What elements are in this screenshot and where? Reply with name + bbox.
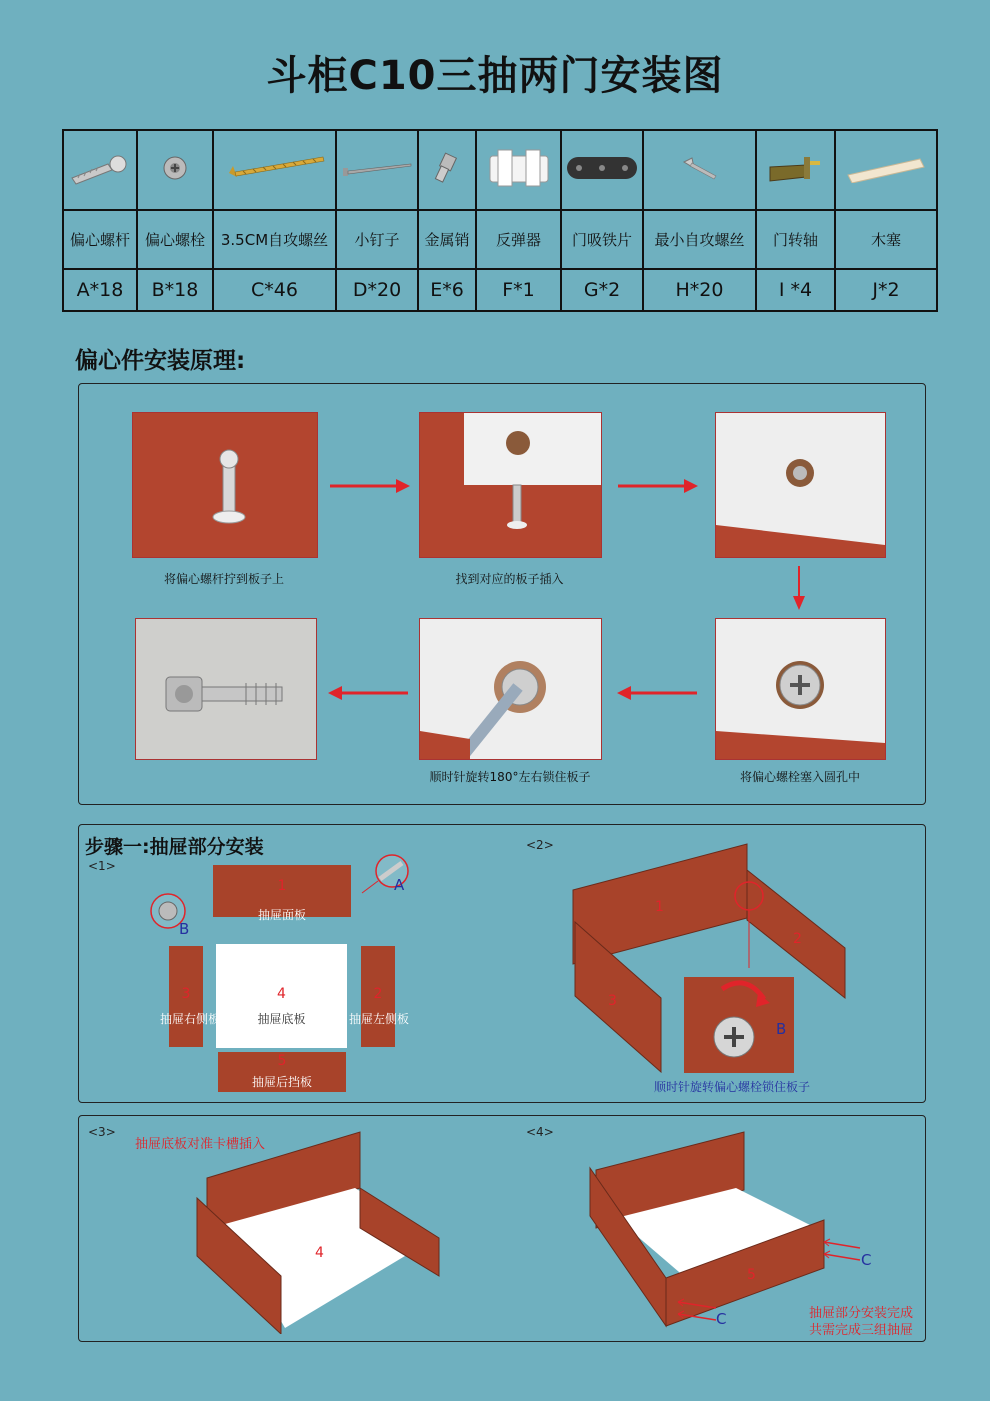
note-rotate-lock: 顺时针旋转偏心螺栓锁住板子 xyxy=(654,1080,811,1094)
sub-label: <1> xyxy=(88,859,116,873)
part-qty: F*1 xyxy=(476,269,561,311)
part-qty: A*18 xyxy=(63,269,137,311)
part-name: 金属销 xyxy=(418,210,476,269)
note-total: 共需完成三组抽屉 xyxy=(809,1323,914,1338)
part-name: 3.5CM自攻螺丝 xyxy=(213,210,336,269)
parts-qty-row xyxy=(63,269,937,311)
arrow-left-icon xyxy=(615,683,699,703)
num-circle: 1 xyxy=(655,899,664,915)
part-qty: J*2 xyxy=(835,269,937,311)
sub-label: <2> xyxy=(526,838,554,852)
board-label: 抽屉面板 xyxy=(257,908,306,922)
letter-c: C xyxy=(716,1310,727,1328)
board-label: 抽屉底板 xyxy=(257,1012,306,1026)
part-qty: H*20 xyxy=(643,269,756,311)
letter-a: A xyxy=(394,876,405,894)
note-insert-bottom: 抽屉底板对准卡槽插入 xyxy=(135,1137,266,1152)
part-qty: B*18 xyxy=(137,269,213,311)
part-name: 木塞 xyxy=(835,210,937,269)
parts-image-row xyxy=(63,130,937,210)
screw-small-icon xyxy=(680,154,720,182)
letter-c: C xyxy=(861,1251,872,1269)
part-name: 偏心螺栓 xyxy=(137,210,213,269)
photo-bolt-in-hole xyxy=(715,412,886,558)
num-circle: 4 xyxy=(315,1245,324,1261)
num-circle: 2 xyxy=(373,986,383,1002)
eccentric-bolt-icon xyxy=(68,148,132,188)
photo-bolt-on-board xyxy=(132,412,318,558)
part-qty: C*46 xyxy=(213,269,336,311)
part-cell xyxy=(561,130,643,210)
num-circle: 5 xyxy=(747,1267,756,1283)
part-cell xyxy=(835,130,937,210)
drawer-with-bottom-illustration xyxy=(195,1128,445,1334)
sub-label: <4> xyxy=(526,1125,554,1139)
nail-icon xyxy=(341,156,413,180)
num-circle: 1 xyxy=(277,878,287,894)
photo-insert-board xyxy=(419,412,602,558)
arrow-left-icon xyxy=(326,683,410,703)
door-hinge-icon xyxy=(766,151,826,185)
part-qty: I *4 xyxy=(756,269,835,311)
caption-step-2: 找到对应的板子插入 xyxy=(455,572,564,586)
part-name: 反弹器 xyxy=(476,210,561,269)
part-cell xyxy=(137,130,213,210)
page-title: 斗柜C10三抽两门安装图 xyxy=(266,53,724,99)
num-circle: 5 xyxy=(277,1053,287,1069)
caption-step-3: 顺时针旋转180°左右锁住板子 xyxy=(429,770,591,784)
part-name: 小钉子 xyxy=(336,210,418,269)
part-cell xyxy=(336,130,418,210)
parts-table xyxy=(62,129,938,312)
part-name: 门转轴 xyxy=(756,210,835,269)
part-cell xyxy=(213,130,336,210)
arrow-right-icon xyxy=(328,476,412,496)
board-label: 抽屉后挡板 xyxy=(251,1075,312,1089)
part-cell xyxy=(643,130,756,210)
magnet-plate-icon xyxy=(565,153,639,183)
part-cell xyxy=(756,130,835,210)
arrow-right-icon xyxy=(616,476,700,496)
arrow-down-icon xyxy=(789,564,809,612)
eccentric-lock-icon xyxy=(160,153,190,183)
screw-long-icon xyxy=(223,153,327,183)
part-name: 门吸铁片 xyxy=(561,210,643,269)
part-qty: G*2 xyxy=(561,269,643,311)
part-cell xyxy=(476,130,561,210)
rebound-icon xyxy=(484,146,554,190)
photo-lock-in-hole xyxy=(715,618,886,760)
letter-b: B xyxy=(776,1020,787,1038)
bolt-callout-icon xyxy=(360,853,416,895)
screw-arrows-icon xyxy=(820,1238,864,1268)
note-complete: 抽屉部分安装完成 xyxy=(809,1306,914,1321)
part-qty: E*6 xyxy=(418,269,476,311)
step1-heading: 步骤一:抽屉部分安装 xyxy=(85,836,264,858)
part-name: 偏心螺杆 xyxy=(63,210,137,269)
board-label: 抽屉右侧板 xyxy=(159,1012,220,1026)
metal-pin-icon xyxy=(432,151,462,185)
num-circle: 3 xyxy=(608,993,617,1009)
caption-step-1: 将偏心螺杆拧到板子上 xyxy=(163,572,284,586)
part-qty: D*20 xyxy=(336,269,418,311)
parts-name-row xyxy=(63,210,937,269)
wood-dowel-icon xyxy=(844,153,928,183)
sub-label: <3> xyxy=(88,1125,116,1139)
num-circle: 3 xyxy=(181,986,191,1002)
letter-b: B xyxy=(179,920,190,938)
board-label: 抽屉左侧板 xyxy=(348,1012,409,1026)
caption-step-4: 将偏心螺栓塞入圆孔中 xyxy=(739,770,860,784)
screw-arrows-icon xyxy=(674,1298,718,1328)
part-cell xyxy=(63,130,137,210)
num-circle: 2 xyxy=(793,931,802,947)
part-cell xyxy=(418,130,476,210)
photo-assembled-fitting xyxy=(135,618,317,760)
part-name: 最小自攻螺丝 xyxy=(643,210,756,269)
num-circle: 4 xyxy=(277,986,286,1002)
photo-rotate-lock xyxy=(419,618,602,760)
principle-heading: 偏心件安装原理: xyxy=(75,348,246,374)
